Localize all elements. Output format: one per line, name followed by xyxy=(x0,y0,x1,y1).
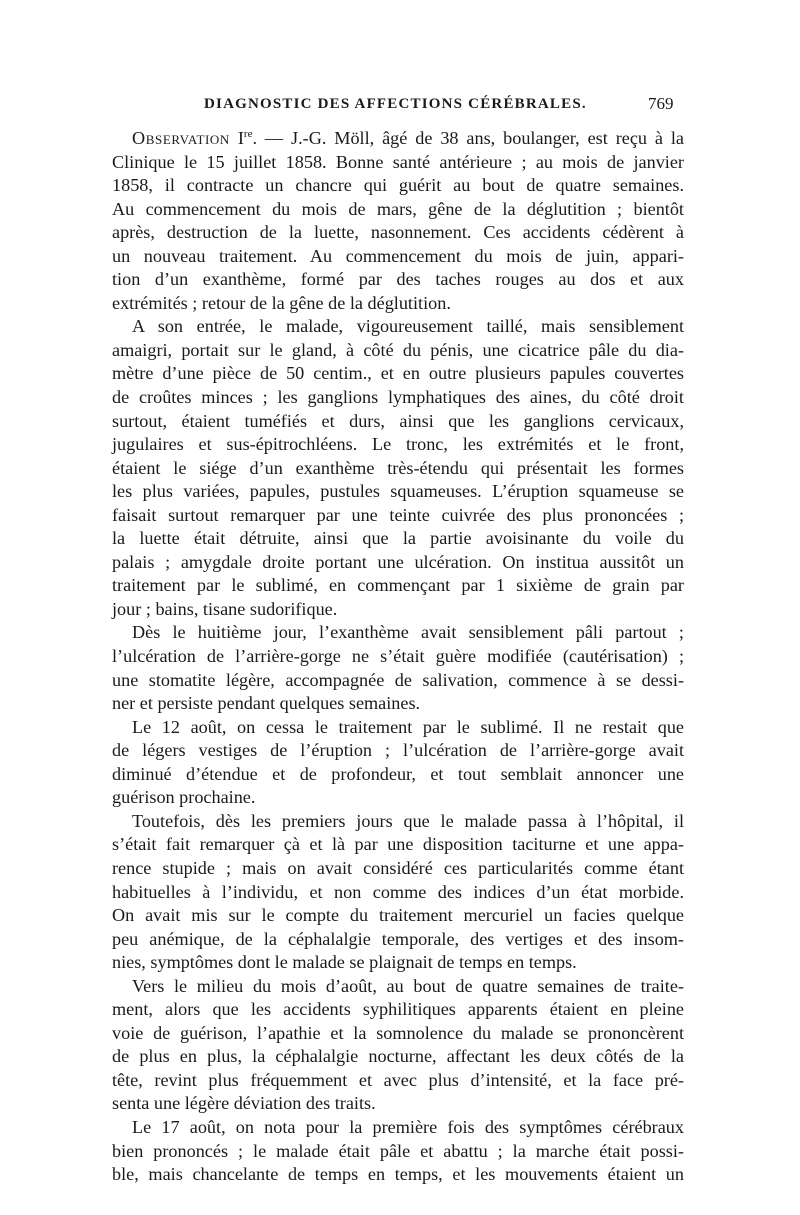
text-line: palais ; amygdale droite portant une ulcération. On institua aussitôt un xyxy=(112,551,684,572)
paragraph-2 xyxy=(112,315,684,621)
text-line: extrémités ; retour de la gêne de la déglutition. xyxy=(112,292,451,313)
observation-label: Observation xyxy=(132,128,230,148)
text-line: étaient le siége d’un exanthème très-étendu qui présentait les formes xyxy=(112,457,684,478)
text-line: voie de guérison, l’apathie et la somnolence du malade se prononcèrent xyxy=(112,1022,684,1043)
text-line: Au commencement du mois de mars, gêne de la déglutition ; bientôt xyxy=(112,198,684,219)
text-line: une stomatite légère, accompagnée de salivation, commence à se dessi- xyxy=(112,669,684,690)
page-number: 769 xyxy=(648,94,674,113)
paragraph-6 xyxy=(112,975,684,1116)
text-line: après, destruction de la luette, nasonnement. Ces accidents cédèrent à xyxy=(112,222,684,243)
text-line: surtout, étaient tuméfiés et durs, ainsi que les ganglions cervicaux, xyxy=(112,410,684,431)
text-line: ble, mais chancelante de temps en temps, et les mouvements étaient un xyxy=(112,1164,684,1185)
text-line: de croûtes minces ; les ganglions lymphatiques des aines, du côté droit xyxy=(112,387,684,408)
text-line: Le 12 août, on cessa le traitement par le sublimé. Il ne restait que xyxy=(132,716,684,737)
text-line: de plus en plus, la céphalalgie nocturne, affectant les deux côtés de la xyxy=(112,1046,684,1067)
text-line: Le 17 août, on nota pour la première fois des symptômes cérébraux xyxy=(132,1116,684,1137)
text-line: les plus variées, papules, pustules squameuses. L’éruption squameuse se xyxy=(112,481,684,502)
text-line: On avait mis sur le compte du traitement mercuriel un facies quelque xyxy=(112,905,684,926)
text-line: faisait surtout remarquer par une teinte cuivrée des plus prononcées ; xyxy=(112,504,684,525)
observation-number: I xyxy=(237,128,244,148)
text-line: ner et persiste pendant quelques semaines. xyxy=(112,693,421,714)
paragraph-7 xyxy=(112,1116,684,1187)
text-line: ment, alors que les accidents syphilitiques apparents étaient en pleine xyxy=(112,999,684,1020)
text-line: de légers vestiges de l’éruption ; l’ulcération de l’arrière-gorge avait xyxy=(112,740,684,761)
text-line: jugulaires et sus-épitrochléens. Le tronc, les extrémités et le front, xyxy=(112,434,684,455)
text-line: Dès le huitième jour, l’exanthème avait sensiblement pâli partout ; xyxy=(132,622,684,643)
text-line: la luette était détruite, ainsi que la partie avoisinante du voile du xyxy=(112,528,684,549)
text-line: mètre d’une pièce de 50 centim., et en outre plusieurs papules couvertes xyxy=(112,363,684,384)
running-head: DIAGNOSTIC DES AFFECTIONS CÉRÉBRALES. xyxy=(204,96,587,112)
text-line: Clinique le 15 juillet 1858. Bonne santé antérieure ; au mois de janvier xyxy=(112,151,684,172)
text-line: s’était fait remarquer çà et là par une disposition taciturne et une appa- xyxy=(112,834,684,855)
body-text xyxy=(112,127,684,1187)
text-line: tion d’un exanthème, formé par des taches rouges au dos et aux xyxy=(112,269,684,290)
text-line: rence stupide ; mais on avait considéré ces particularités comme étant xyxy=(112,857,684,878)
text-line: un nouveau traitement. Au commencement du mois de juin, appari- xyxy=(112,245,684,266)
page-header xyxy=(0,96,800,120)
text-line: A son entrée, le malade, vigoureusement taillé, mais sensiblement xyxy=(132,316,684,337)
paragraph-4 xyxy=(112,716,684,810)
text-line: tête, revint plus fréquemment et avec plus d’intensité, et la face pré- xyxy=(112,1069,684,1090)
text-line: peu anémique, de la céphalalgie temporale, des vertiges et des insom- xyxy=(112,928,684,949)
text-line: habituelles à l’individu, et non comme des indices d’un état morbide. xyxy=(112,881,684,902)
text-line: jour ; bains, tisane sudorifique. xyxy=(112,598,338,619)
paragraph-1 xyxy=(112,127,684,315)
text-line: amaigri, portait sur le gland, à côté du pénis, une cicatrice pâle du dia- xyxy=(112,339,684,360)
text-line: Toutefois, dès les premiers jours que le malade passa à l’hôpital, il xyxy=(132,810,684,831)
text-line: 1858, il contracte un chancre qui guérit au bout de quatre semaines. xyxy=(112,175,684,196)
text-line: guérison prochaine. xyxy=(112,787,256,808)
text-line: nies, symptômes dont le malade se plaignait de temps en temps. xyxy=(112,952,577,973)
paragraph-5 xyxy=(112,810,684,975)
text-line: diminué d’étendue et de profondeur, et tout semblait annoncer une xyxy=(112,763,684,784)
text-line: Vers le milieu du mois d’août, au bout de quatre semaines de traite- xyxy=(132,975,684,996)
text-line: Observation Ire. — J.-G. Möll, âgé de 38 ans, boulanger, est reçu à la xyxy=(132,127,685,148)
text-line: traitement par le sublimé, en commençant par 1 sixième de grain par xyxy=(112,575,684,596)
paragraph-3 xyxy=(112,621,684,715)
text-line: senta une légère déviation des traits. xyxy=(112,1093,376,1114)
text-line: l’ulcération de l’arrière-gorge ne s’était guère modifiée (cautérisation) ; xyxy=(112,646,684,667)
text-line: bien prononcés ; le malade était pâle et abattu ; la marche était possi- xyxy=(112,1140,684,1161)
observation-number-suffix: re xyxy=(243,127,253,140)
